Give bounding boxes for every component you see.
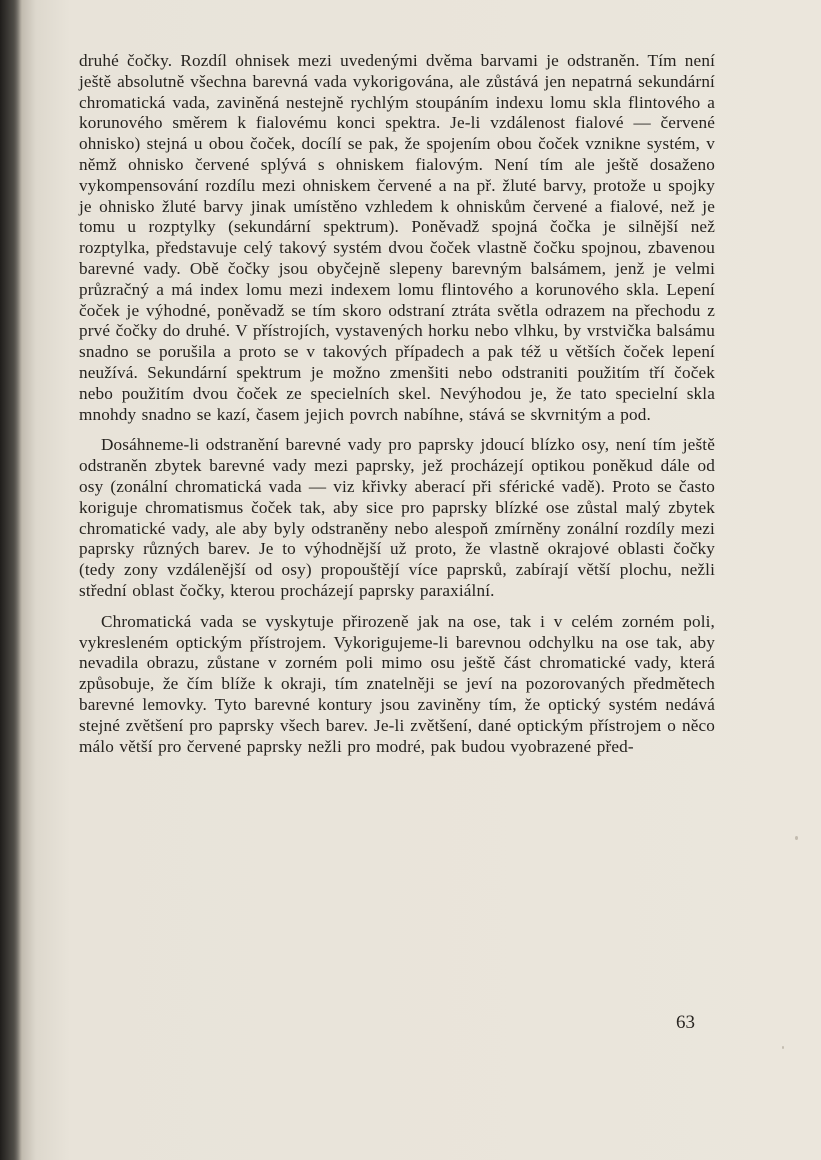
page-number: 63 bbox=[676, 1012, 695, 1033]
body-text bbox=[79, 51, 715, 757]
paragraph-3: Chromatická vada se vyskytuje přirozeně jak na ose, tak i v celém zorném poli, vykresleném optickým přístrojem. Vykorigujeme-li barevnou odchylku na ose tak, aby nevadila obrazu, zůstane v zorném poli mimo osu ještě část chromatické vady, která způsobuje, že čím blíže k okraji, tím znatelněji se jeví na pozorovaných předmětech barevné lemovky. Tyto barevné kontury jsou zaviněny tím, že optický systém nedává stejné zvětšení pro paprsky všech barev. Je-li zvětšení, dané optickým přístrojem o něco málo větší pro červené paprsky nežli pro modré, pak budou vyobrazené před- bbox=[79, 611, 715, 756]
paragraph-2: Dosáhneme-li odstranění barevné vady pro paprsky jdoucí blízko osy, není tím ještě odstraněn zbytek barevné vady mezi paprsky, jež procházejí optikou poněkud dále od osy (zonální chromatická vada — viz křivky aberací při sférické vadě). Proto se často koriguje chromatismus čoček tak, aby sice pro paprsky blízké ose zůstal malý zbytek chromatické vady, ale aby byly odstraněny nebo alespoň zmírněny zonální rozdíly mezi paprsky různých barev. Je to výhodnější už proto, že vlastně okrajové oblasti čočky (tedy zony vzdálenější od osy) propouštějí více paprsků, zabírají větší plochu, nežli střední oblast čočky, kterou procházejí paprsky paraxiální. bbox=[79, 435, 715, 600]
paragraph-1: druhé čočky. Rozdíl ohnisek mezi uvedenými dvěma barvami je odstraněn. Tím není ještě absolutně všechna barevná vada vykorigována, ale zůstává jen nepatrná sekundární chromatická vada, zaviněná nestejně rychlým stoupáním indexu lomu skla flintového a korunového směrem k fialovému konci spektra. Je-li vzdálenost fialové — červené ohnisko) stejná u obou čoček, docílí se pak, že spojením obou čoček vznikne systém, v němž ohnisko červené splývá s ohniskem fialovým. Není tím ale ještě dosaženo vykompensování rozdílu mezi ohniskem červené a na př. žluté barvy, protože u spojky je ohnisko žluté barvy jinak umístěno vzhledem k ohniskům červené a fialové, než je tomu u rozptylky (sekundární spektrum). Poněvadž spojná čočka je silnější než rozptylka, představuje celý takový systém dvou čoček vlastně čočku spojnou, zbavenou barevné vady. Obě čočky jsou obyčejně slepeny barevným balsámem, jenž je velmi průzračný a má index lomu mezi indexem lomu flintového a korunového skla. Lepení čoček je výhodné, poněvadž se tím skoro odstraní ztráta světla odrazem na přechodu z prvé čočky do druhé. V přístrojích, vystavených horku nebo vlhku, by vrstvička balsámu snadno se porušila a proto se v takových případech a pak též u větších čoček lepení neužívá. Sekundární spektrum je možno zmenšiti nebo odstraniti použitím tří čoček nebo použitím dvou čoček ze specielních skel. Nevýhodou je, že tato specielní skla mnohdy snadno se kazí, časem jejich povrch nabíhne, stává se skvrnitým a pod. bbox=[79, 51, 715, 424]
paper-speck bbox=[782, 1046, 784, 1049]
binding-shadow bbox=[0, 0, 22, 1160]
paper-speck bbox=[795, 836, 798, 840]
